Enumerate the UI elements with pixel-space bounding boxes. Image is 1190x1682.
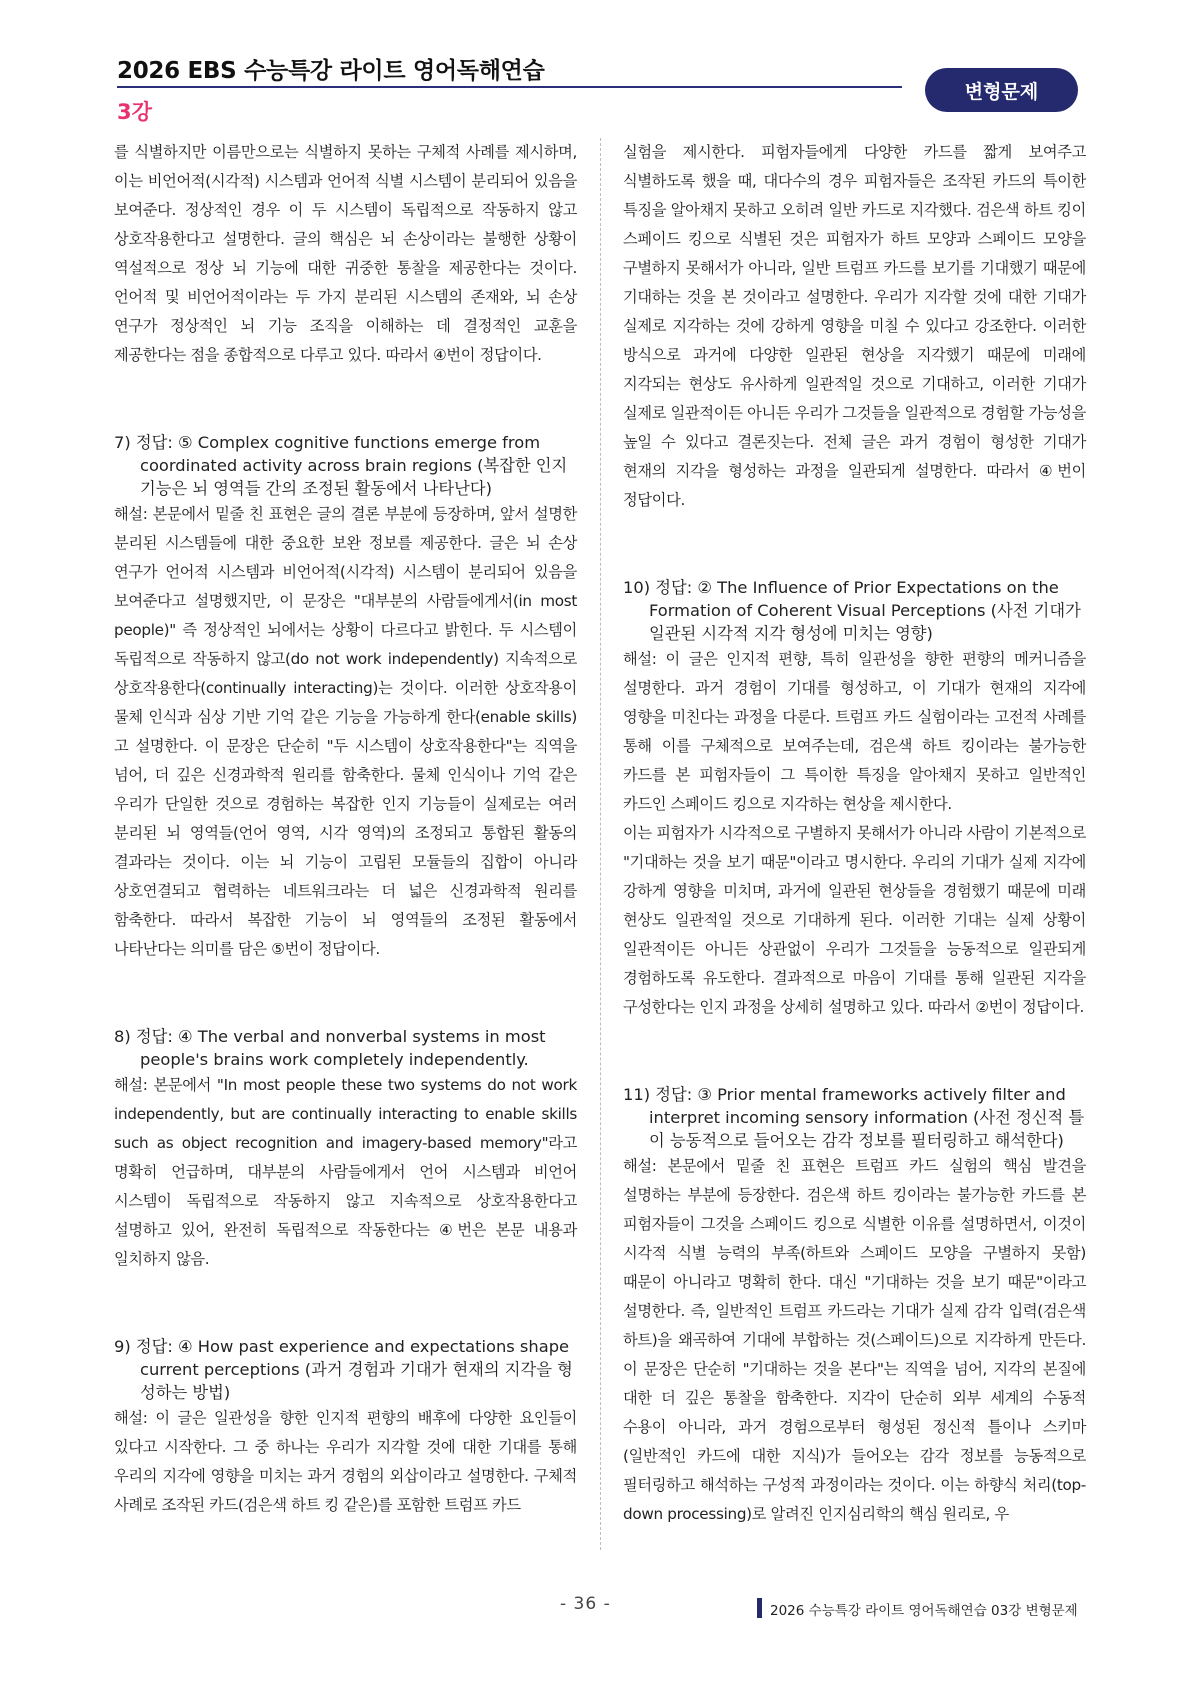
header-rule	[117, 86, 902, 88]
section-gap	[114, 370, 577, 431]
footer-text: 2026 수능특강 라이트 영어독해연습 03강 변형문제	[770, 1603, 1078, 1619]
answer-line: 9) 정답: ④ How past experience and expectations shape current perceptions (과거 경험과 기대가 현재의 지각을 형성하는 방법)	[114, 1337, 573, 1402]
section-badge: 변형문제	[925, 68, 1078, 112]
section-gap	[114, 964, 577, 1025]
left-column	[114, 138, 577, 1520]
footer-accent-bar	[757, 1598, 762, 1618]
explanation-paragraph: 를 식별하지만 이름만으로는 식별하지 못하는 구체적 사례를 제시하며, 이는 비언어적(시각적) 시스템과 언어적 식별 시스템이 분리되어 있음을 보여준다. 정상적인 경우 이 두 시스템이 독립적으로 작동하지 않고 상호작용한다고 설명한다. 글의 핵심은 뇌 손상이라는 불행한 상황이 역설적으로 정상 뇌 기능에 대한 귀중한 통찰을 제공한다는 것이다. 언어적 및 비언어적이라는 두 가지 분리된 시스템의 존재와, 뇌 손상 연구가 정상적인 뇌 기능 조직을 이해하는 데 결정적인 교훈을 제공한다는 점을 종합적으로 다루고 있다. 따라서 ④번이 정답이다.	[114, 143, 577, 364]
explanation-paragraph: 해설: 본문에서 밑줄 친 표현은 글의 결론 부분에 등장하며, 앞서 설명한 분리된 시스템들에 대한 중요한 보완 정보를 제공한다. 글은 뇌 손상 연구가 언어적 시스템과 비언어적(시각적) 시스템이 분리되어 있음을 보여준다고 설명했지만, 이 문장은 "대부분의 사람들에게서(in most people)" 즉 정상적인 뇌에서는 상황이 다르다고 밝힌다. 두 시스템이 독립적으로 작동하지 않고(do not work independently) 지속적으로 상호작용한다(continually interacting)는 것이다. 이러한 상호작용이 물체 인식과 심상 기반 기억 같은 기능을 가능하게 한다(enable skills)고 설명한다. 이 문장은 단순히 "두 시스템이 상호작용한다"는 직역을 넘어, 더 깊은 신경과학적 원리를 함축한다. 물체 인식이나 기억 같은 우리가 단일한 것으로 경험하는 복잡한 인지 기능들이 실제로는 여러 분리된 뇌 영역들(언어 영역, 시각 영역)의 조정되고 통합된 활동의 결과라는 것이다. 이는 뇌 기능이 고립된 모듈들의 집합이 아니라 상호연결되고 협력하는 네트워크라는 더 넓은 신경과학적 원리를 함축한다. 따라서 복잡한 기능이 뇌 영역들의 조정된 활동에서 나타난다는 의미를 담은 ⑤번이 정답이다.	[114, 505, 577, 958]
explanation-paragraph: 해설: 이 글은 일관성을 향한 인지적 편향의 배후에 다양한 요인들이 있다고 시작한다. 그 중 하나는 우리가 지각할 것에 대한 기대를 통해 우리의 지각에 영향을 미치는 과거 경험의 외삽이라고 설명한다. 구체적 사례로 조작된 카드(검은색 하트 킹 같은)를 포함한 트럼프 카드	[114, 1409, 577, 1514]
section-gap	[623, 1022, 1086, 1083]
explanation-paragraph: 실험을 제시한다. 피험자들에게 다양한 카드를 짧게 보여주고 식별하도록 했을 때, 대다수의 경우 피험자들은 조작된 카드의 특이한 특징을 알아채지 못하고 오히려 일반 카드로 지각했다. 검은색 하트 킹이 스페이드 킹으로 식별된 것은 피험자가 하트 모양과 스페이드 모양을 구별하지 못해서가 아니라, 일반 트럼프 카드를 보기를 기대했기 때문에 기대하는 것을 본 것이라고 설명한다. 우리가 지각할 것에 대한 기대가 실제로 지각하는 것에 강하게 영향을 미칠 수 있다고 강조한다. 이러한 방식으로 과거에 다양한 일관된 현상을 지각했기 때문에 미래에 지각되는 현상도 유사하게 일관적일 것으로 기대하고, 이러한 기대가 실제로 일관적이든 아니든 우리가 그것들을 일관적으로 경험할 가능성을 높일 수 있다고 결론짓는다. 전체 글은 과거 경험이 형성한 기대가 현재의 지각을 형성하는 과정을 일관되게 설명한다. 따라서 ④번이 정답이다.	[623, 143, 1086, 509]
answer-line: 11) 정답: ③ Prior mental frameworks actively filter and interpret incoming sensory information (사전 정신적 틀이 능동적으로 들어오는 감각 정보를 필터링하고 해석한다)	[623, 1085, 1085, 1150]
page-number: - 36 -	[560, 1594, 611, 1614]
explanation-paragraph: 해설: 이 글은 인지적 편향, 특히 일관성을 향한 편향의 메커니즘을 설명한다. 과거 경험이 기대를 형성하고, 이 기대가 현재의 지각에 영향을 미친다는 과정을 다룬다. 트럼프 카드 실험이라는 고전적 사례를 통해 이를 구체적으로 보여주는데, 검은색 하트 킹이라는 불가능한 카드를 본 피험자들이 그 특이한 특징을 알아채지 못하고 일반적인 카드인 스페이드 킹으로 지각하는 현상을 제시한다.	[623, 650, 1086, 813]
explanation-paragraph: 해설: 본문에서 밑줄 친 표현은 트럼프 카드 실험의 핵심 발견을 설명하는 부분에 등장한다. 검은색 하트 킹이라는 불가능한 카드를 본 피험자들이 그것을 스페이드 킹으로 식별한 이유를 설명하면서, 이것이 시각적 식별 능력의 부족(하트와 스페이드 모양을 구별하지 못함) 때문이 아니라고 명확히 한다. 대신 "기대하는 것을 보기 때문"이라고 설명한다. 즉, 일반적인 트럼프 카드라는 기대가 실제 감각 입력(검은색 하트)을 왜곡하여 기대에 부합하는 것(스페이드)으로 지각하게 만든다. 이 문장은 단순히 "기대하는 것을 본다"는 직역을 넘어, 지각의 본질에 대한 더 깊은 통찰을 함축한다. 지각이 단순히 외부 세계의 수동적 수용이 아니라, 과거 경험으로부터 형성된 정신적 틀이나 스키마(일반적인 카드에 대한 지식)가 들어오는 감각 정보를 능동적으로 필터링하고 해석하는 구성적 과정이라는 것이다. 이는 하향식 처리(top-down processing)로 알려진 인지심리학의 핵심 원리로, 우	[623, 1157, 1086, 1523]
answer-line: 7) 정답: ⑤ Complex cognitive functions emerge from coordinated activity across brain regions (복잡한 인지 기능은 뇌 영역들 간의 조정된 활동에서 나타난다)	[114, 433, 568, 498]
section-gap	[623, 515, 1086, 576]
document-title: 2026 EBS 수능특강 라이트 영어독해연습	[117, 58, 545, 84]
right-column	[623, 138, 1086, 1529]
section-gap	[114, 1274, 577, 1335]
answer-line: 8) 정답: ④ The verbal and nonverbal systems in most people's brains work completely independently.	[114, 1027, 546, 1069]
answer-line: 10) 정답: ② The Influence of Prior Expectations on the Formation of Coherent Visual Perceptions (사전 기대가 일관된 시각적 지각 형성에 미치는 영향)	[623, 578, 1081, 643]
explanation-paragraph: 해설: 본문에서 "In most people these two systems do not work independently, but are continually interacting to enable skills such as object recognition and imagery-based memory"라고 명확히 언급하며, 대부분의 사람들에게서 언어 시스템과 비언어 시스템이 독립적으로 작동하지 않고 지속적으로 상호작용한다고 설명하고 있어, 완전히 독립적으로 작동한다는 ④번은 본문 내용과 일치하지 않음.	[114, 1076, 577, 1268]
explanation-paragraph: 이는 피험자가 시각적으로 구별하지 못해서가 아니라 사람이 기본적으로 "기대하는 것을 보기 때문"이라고 명시한다. 우리의 기대가 실제 지각에 강하게 영향을 미치며, 과거에 일관된 현상들을 경험했기 때문에 미래 현상도 일관적일 것으로 기대하게 된다. 이러한 기대는 실제 상황이 일관적이든 아니든 상관없이 우리가 그것들을 능동적으로 일관되게 경험하도록 유도한다. 결과적으로 마음이 기대를 통해 일관된 지각을 구성한다는 인지 과정을 상세히 설명하고 있다. 따라서 ②번이 정답이다.	[623, 824, 1086, 1016]
column-divider	[600, 138, 601, 1550]
lesson-label: 3강	[117, 100, 152, 124]
